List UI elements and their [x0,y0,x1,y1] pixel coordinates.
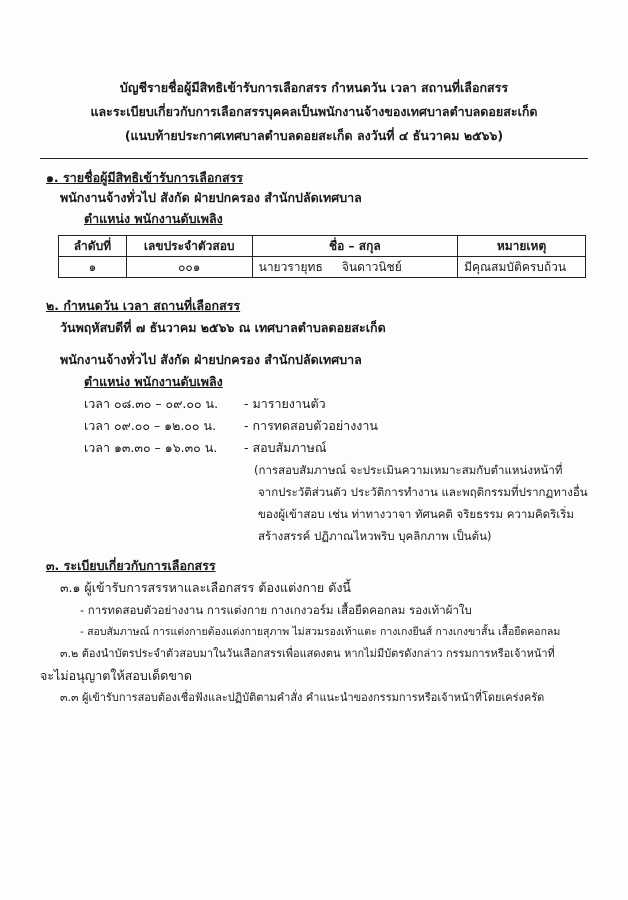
column-header-note: หมายเหตุ [458,236,586,257]
candidate-table-header-row [59,236,586,257]
cell-name: นายวรายุทธ จินดาวนิชย์ [252,257,458,278]
header-divider [40,158,588,159]
schedule-activity-2: - การทดสอบตัวอย่างงาน [244,418,378,433]
table-row [59,257,586,278]
section2-employee-type: พนักงานจ้างทั่วไป สังกัด ฝ่ายปกครอง สำนักปลัดเทศบาล [60,352,362,367]
interview-note-line-2: จากประวัติส่วนตัว ประวัติการทำงาน และพฤติกรรมที่ปรากฏทางอื่น [258,485,588,499]
header-line-1: บัญชีรายชื่อผู้มีสิทธิเข้ารับการเลือกสรร กำหนดวัน เวลา สถานที่เลือกสรร [119,80,509,95]
section2-position: ตำแหน่ง พนักงานดับเพลิง [84,374,223,389]
schedule-activity-3: - สอบสัมภาษณ์ [244,440,327,455]
rule-3-2-line-2: จะไม่อนุญาตให้สอบเด็ดขาด [40,668,193,683]
rule-3-3: ๓.๓ ผู้เข้ารับการสอบต้องเชื่อฟังและปฏิบัติตามคำสั่ง คำแนะนำของกรรมการหรือเจ้าหน้าที่โดยเคร่งครัด [60,691,545,704]
schedule-time-3: เวลา ๑๓.๓๐ – ๑๖.๓๐ น. [84,440,218,455]
cell-no: ๑ [59,257,127,278]
section3-heading: ๓. ระเบียบเกี่ยวกับการเลือกสรร [46,558,216,573]
section2-date-place: วันพฤหัสบดีที่ ๗ ธันวาคม ๒๕๖๖ ณ เทศบาลตำบลดอยสะเก็ด [60,320,386,335]
candidate-table [58,235,586,278]
section2-heading: ๒. กำหนดวัน เวลา สถานที่เลือกสรร [46,298,241,313]
column-header-name: ชื่อ – สกุล [252,236,458,257]
rule-3-1-a: - การทดสอบตัวอย่างงาน การแต่งกาย กางเกงวอร์ม เสื้อยืดคอกลม รองเท้าผ้าใบ [80,603,472,617]
interview-note-line-4: สร้างสรรค์ ปฏิภาณไหวพริบ บุคลิกภาพ เป็นต้น) [258,529,492,543]
section1-employee-type: พนักงานจ้างทั่วไป สังกัด ฝ่ายปกครอง สำนักปลัดเทศบาล [60,190,362,205]
section1-position: ตำแหน่ง พนักงานดับเพลิง [84,211,223,226]
cell-note: มีคุณสมบัติครบถ้วน [458,257,586,278]
rule-3-1-b: - สอบสัมภาษณ์ การแต่งกายต้องแต่งกายสุภาพ ไม่สวมรองเท้าแตะ กางเกงยีนส์ กางเกงขาสั้น เสื้อยืดคอกลม [80,626,561,638]
section1-heading: ๑. รายชื่อผู้มีสิทธิเข้ารับการเลือกสรร [46,170,243,185]
cell-exam-id: ๐๐๑ [126,257,252,278]
schedule-activity-1: - มารายงานตัว [244,396,326,411]
schedule-time-1: เวลา ๐๘.๓๐ – ๐๙.๐๐ น. [84,396,219,411]
column-header-no: ลำดับที่ [59,236,127,257]
header-line-3: (แนบท้ายประกาศเทศบาลตำบลดอยสะเก็ด ลงวันที่ ๔ ธันวาคม ๒๕๖๖) [124,128,504,143]
rule-3-1: ๓.๑ ผู้เข้ารับการสรรหาและเลือกสรร ต้องแต่งกาย ดังนี้ [60,580,351,595]
interview-note-line-1: (การสอบสัมภาษณ์ จะประเมินความเหมาะสมกับตำแหน่งหน้าที่ [254,463,563,477]
column-header-exam-id: เลขประจำตัวสอบ [126,236,252,257]
schedule-time-2: เวลา ๐๙.๐๐ – ๑๒.๐๐ น. [84,418,217,433]
interview-note-line-3: ของผู้เข้าสอบ เช่น ท่าทางวาจา ทัศนคติ จริยธรรม ความคิดริเริ่ม [258,507,574,521]
rule-3-2-line-1: ๓.๒ ต้องนำบัตรประจำตัวสอบมาในวันเลือกสรรเพื่อแสดงตน หากไม่มีบัตรดังกล่าว กรรมการหรือเจ้าหน้าที่ [60,647,555,660]
header-line-2: และระเบียบเกี่ยวกับการเลือกสรรบุคคลเป็นพนักงานจ้างของเทศบาลตำบลดอยสะเก็ด [90,104,538,119]
